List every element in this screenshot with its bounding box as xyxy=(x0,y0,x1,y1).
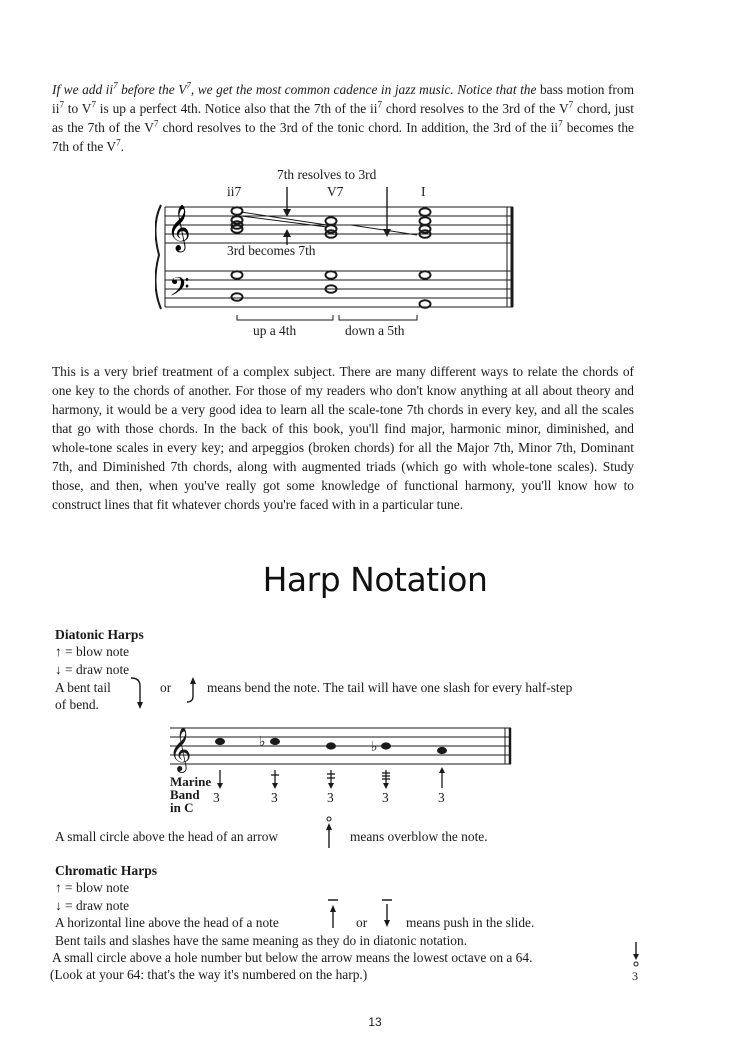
bass-clef-icon: 𝄢 xyxy=(169,271,190,309)
bent-tail-draw-icon xyxy=(128,676,146,712)
grand-staff-brace xyxy=(155,205,161,309)
chord-ii7: ii7 xyxy=(227,184,242,199)
label-up-a-4th: up a 4th xyxy=(253,323,297,338)
flat-sign-icon: ♭ xyxy=(259,734,266,750)
chord-v7: V7 xyxy=(327,184,344,199)
svg-text:3: 3 xyxy=(438,790,445,805)
interval-bracket-1 xyxy=(237,315,333,320)
bent-meaning: means bend the note. The tail will have one slash for every half-step xyxy=(207,680,573,695)
bent-meaning-cont: of bend. xyxy=(55,697,99,712)
treble-clef-icon: 𝄞 xyxy=(167,205,191,251)
treble-staff xyxy=(165,207,513,243)
label-down-a-5th: down a 5th xyxy=(345,323,405,338)
svg-text:3: 3 xyxy=(213,790,220,805)
flat-sign-icon: ♭ xyxy=(371,739,378,755)
svg-text:3: 3 xyxy=(271,790,278,805)
chord-i: I xyxy=(421,184,426,199)
annotation-7th-resolves: 7th resolves to 3rd xyxy=(277,167,377,182)
overblow-meaning: means overblow the note. xyxy=(350,829,488,844)
circle-text: A small circle above a hole number but below the arrow means the lowest octave on a 64. xyxy=(52,950,533,965)
svg-text:3: 3 xyxy=(382,790,389,805)
interval-bracket-2 xyxy=(339,315,417,320)
diatonic-bend-example xyxy=(165,722,525,817)
slide-blow-icon xyxy=(326,898,340,930)
bent-or: or xyxy=(160,680,172,695)
diatonic-draw: ↓ = draw note xyxy=(55,662,130,677)
treble-clef-icon: 𝄞 xyxy=(169,727,192,771)
annotation-3rd-becomes-7th: 3rd becomes 7th xyxy=(227,243,316,258)
svg-text:3: 3 xyxy=(632,969,638,983)
bass-staff xyxy=(165,271,513,307)
chromatic-draw: ↓ = draw note xyxy=(55,898,130,913)
slide-draw-icon xyxy=(380,898,394,930)
overblow-arrow-icon xyxy=(322,816,336,850)
chromatic-title: Chromatic Harps xyxy=(55,863,158,878)
treble-notes xyxy=(232,207,431,238)
circle-text-cont: (Look at your 64: that's the way it's numbered on the harp.) xyxy=(50,967,368,982)
arrow-head-up xyxy=(283,229,291,237)
slide-meaning: means push in the slide. xyxy=(406,915,535,930)
harp-model-label: Marine Band in C xyxy=(170,774,212,815)
slide-text: A horizontal line above the head of a note xyxy=(55,915,279,930)
tails-text: Bent tails and slashes have the same meaning as they do in diatonic notation. xyxy=(55,933,468,948)
overblow-text: A small circle above the head of an arrow xyxy=(55,829,279,844)
section-heading: Harp Notation xyxy=(262,560,488,599)
cadence-notation xyxy=(155,165,530,345)
bent-tail-blow-icon xyxy=(184,676,202,704)
theory-paragraph: This is a very brief treatment of a complex subject. There are many different ways to relate the chords of one key to the chords of another. For those of my readers who don't know anything at all about theory and harmony, it would be a very good idea to learn all the scale-tone 7th chords in every key, and all the scales that go with those chords. In the back of this book, you'll find major, harmonic minor, diminished, and whole-tone scales in every key; and arpeggios (broken chords) for all the Major 7th, Minor 7th, Dominant 7th, and Diminished 7th chords, along with augmented triads (which go with whole-tone scales). Study those, and then, when you've really got some knowledge of functional harmony, you'll know how to construct lines that fit whatever chords you're faced with in a particular tune. xyxy=(52,364,634,512)
lowest-octave-symbol-icon xyxy=(628,940,644,984)
cadence-paragraph: If we add $ii^7$ before the $V^7$, we get the most common cadence in jazz music. Notice that the bass motion from $ii^7$ to $V^7$ is up a perfect 4th. Notice also that the 7th of the $ii^7$ chord resolves to the 3rd of the $V^7$ chord, just as the 7th of the $V^7$ chord resolves to the 3rd of the tonic chord. In addition, the 3rd of the $ii^7$ becomes the 7th of the $V^7$. xyxy=(52,80,634,154)
slide-or: or xyxy=(356,915,368,930)
chromatic-blow: ↑ = blow note xyxy=(55,880,130,895)
bent-tail-text: A bent tail xyxy=(55,680,111,695)
diatonic-title: Diatonic Harps xyxy=(55,627,144,642)
svg-text:3: 3 xyxy=(327,790,334,805)
diatonic-blow: ↑ = blow note xyxy=(55,644,130,659)
page-number: 13 xyxy=(368,1015,382,1029)
